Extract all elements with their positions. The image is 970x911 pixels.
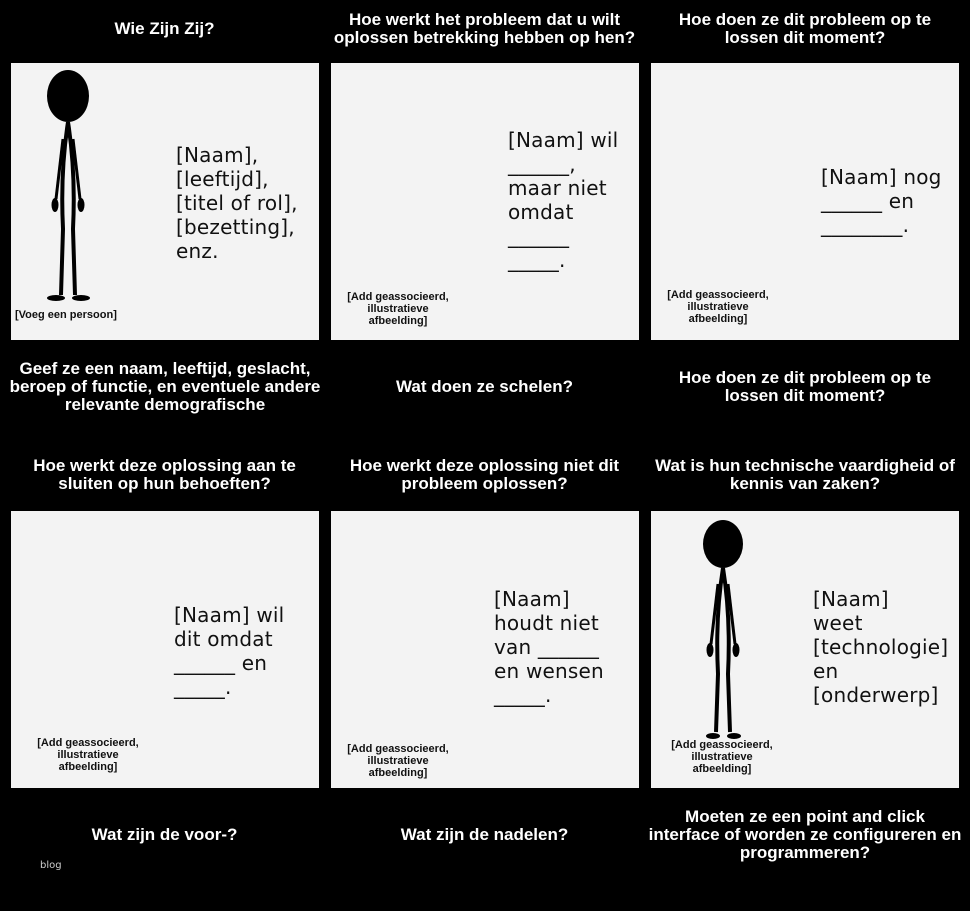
column-title-tech-skill: Wat is hun technische vaardigheid of kennis van zaken?	[655, 456, 955, 493]
column-title-who: Wie Zijn Zij?	[114, 19, 215, 38]
panel-solution-fit	[11, 511, 319, 788]
problem-relation-text: [Naam] wil ______, maar niet omdat ______ _____.	[508, 128, 619, 272]
column-title-problem-relation: Hoe werkt het probleem dat u wilt oplossen betrekking hebben op hen?	[333, 10, 636, 47]
persona-placeholder-text: [Naam], [leeftijd], [titel of rol], [bezetting], enz.	[176, 143, 298, 263]
persona-instruction: Geef ze een naam, leeftijd, geslacht, beroep of functie, en eventuele andere relevante demografische	[9, 359, 321, 414]
current-solution-question: Hoe doen ze dit probleem op te lossen dit moment?	[678, 368, 932, 405]
cons-question: Wat zijn de nadelen?	[400, 825, 569, 844]
panel-tech-skill	[651, 511, 959, 788]
image-caption: [Add geassocieerd, illustratieve afbeelding]	[667, 289, 769, 325]
image-caption: [Add geassocieerd, illustratieve afbeelding]	[347, 291, 449, 327]
image-caption: [Add geassocieerd, illustratieve afbeelding]	[671, 739, 773, 775]
stick-figure-icon	[697, 519, 777, 749]
stick-figure-icon	[41, 69, 121, 309]
interface-question: Moeten ze een point and click interface of worden ze configureren en programmeren?	[648, 807, 962, 862]
what-they-care-about: Wat doen ze schelen?	[396, 377, 573, 396]
solution-fit-text: [Naam] wil dit omdat ______ en _____.	[174, 603, 285, 699]
tech-skill-text: [Naam] weet [technologie] en [onderwerp]	[813, 587, 949, 707]
watermark: blog	[40, 860, 62, 871]
image-caption: [Add geassocieerd, illustratieve afbeelding]	[347, 743, 449, 779]
panel-solution-gap	[331, 511, 639, 788]
current-solution-text: [Naam] nog ______ en ________.	[821, 165, 942, 237]
panel-current-solution	[651, 63, 959, 340]
panel-persona	[11, 63, 319, 340]
column-title-solution-gap: Hoe werkt deze oplossing niet dit probleem oplossen?	[349, 456, 620, 493]
column-title-solution-fit: Hoe werkt deze oplossing aan te sluiten op hun behoeften?	[33, 456, 296, 493]
panel-problem-relation	[331, 63, 639, 340]
column-title-current-solution: Hoe doen ze dit probleem op te lossen dit moment?	[678, 10, 932, 47]
add-person-caption: [Voeg een persoon]	[15, 309, 117, 321]
image-caption: [Add geassocieerd, illustratieve afbeelding]	[37, 737, 139, 773]
pros-question: Wat zijn de voor-?	[91, 825, 238, 844]
solution-gap-text: [Naam] houdt niet van ______ en wensen _____.	[494, 587, 604, 707]
